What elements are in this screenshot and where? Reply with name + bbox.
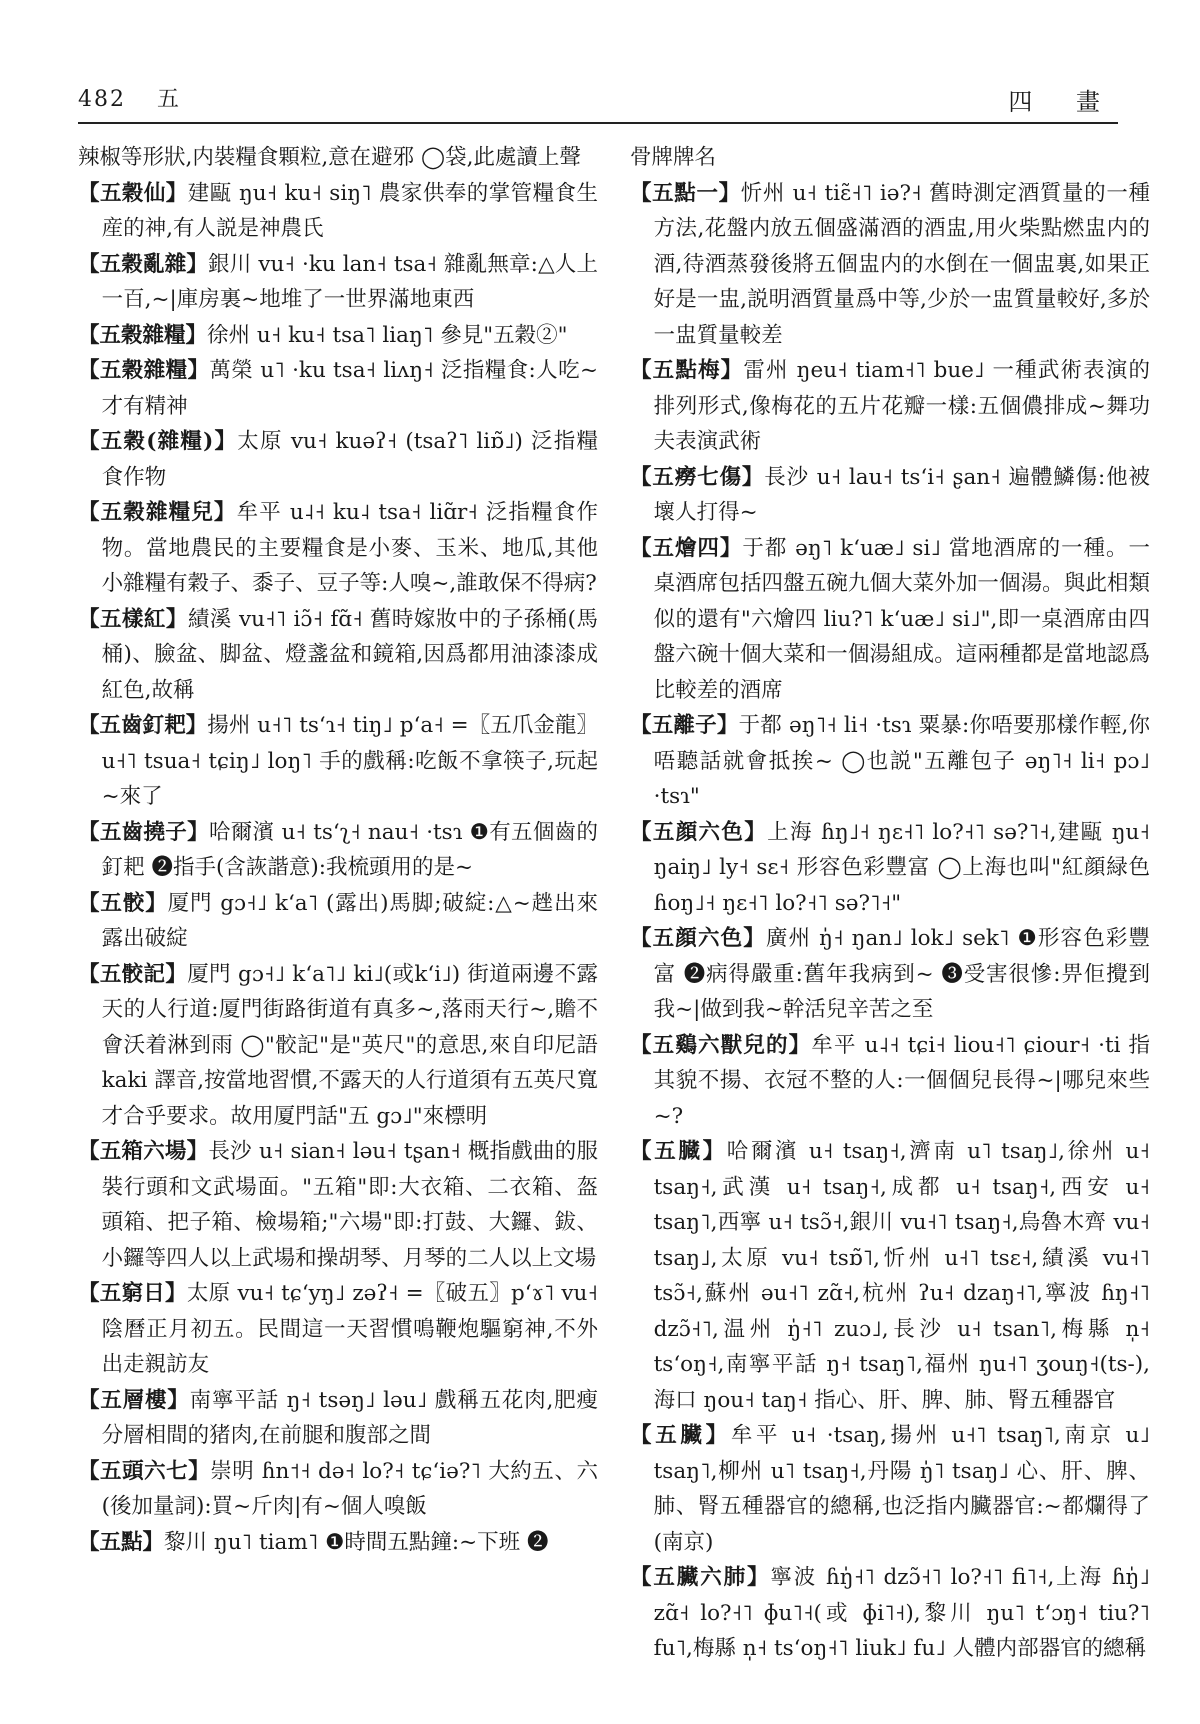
dictionary-entry: 【五窮日】太原 vu˧ tɕʻyŋ˩ zəʔ˧ =〖破五〗pʻɤ˥ vu˧ 陰曆正月初五。民間這一天習慣鳴鞭炮驅窮神,不外出走親訪友 <box>78 1281 598 1377</box>
headword: 【五穀雜糧】 <box>78 358 210 383</box>
dictionary-entry: 【五穀亂雜】銀川 vu˧ ·ku lan˧ tsa˧ 雜亂無章:△人上一百,~|庫房裏~地堆了一世界滿地東西 <box>78 251 598 312</box>
headword: 【五離子】 <box>630 713 739 738</box>
headword: 【五點】 <box>78 1529 165 1555</box>
dictionary-entry: 【五顔六色】廣州 ŋ̍˧ ŋan˩ lok˩ sek˥ ❶形容色彩豐富 ❷病得嚴重:舊年我病到~ ❸受害很慘:畀佢攪到我~|做到我~幹活兒辛苦之至 <box>630 926 1150 1022</box>
headword: 【五點梅】 <box>630 358 744 383</box>
dictionary-entry: 【五箱六場】長沙 u˧ sian˧ ləu˧ tʂan˧ 概指戲曲的服裝行頭和文武場面。"五箱"即:大衣箱、二衣箱、盔頭箱、把子箱、檢場箱;"六場"即:打鼓、大鑼、鈸、小鑼等四人以上武場和操胡琴、月琴的二人以上文場 <box>78 1139 598 1271</box>
headword: 【五骹記】 <box>78 961 188 987</box>
left-column <box>78 140 598 1700</box>
dictionary-entry: 【五點一】忻州 u˧ tiɛ̃˧˥ iə?˧ 舊時測定酒質量的一種方法,花盤内放五個盛滿酒的酒盅,用火柴點燃盅内的酒,待酒蒸發後將五個盅内的水倒在一個盅裏,如果正好是一盅,説明酒質量爲中等,少於一盅質量較好,多於一盅質量較差 <box>630 180 1150 348</box>
headword: 【五顔六色】 <box>630 819 768 845</box>
headword: 【五穀(雜糧)】 <box>78 429 238 454</box>
headword: 【五燴四】 <box>630 535 743 561</box>
headword: 【五齒撓子】 <box>78 819 209 845</box>
dictionary-entry: 【五鷄六獸兒的】牟平 u˨˧ tɕi˧ liou˧˥ ɕiour˧ ·ti 指其貌不揚、衣冠不整的人:一個個兒長得~|哪兒來些~? <box>630 1032 1150 1129</box>
headword: 【五齒釘耙】 <box>78 713 208 738</box>
section-title: 四 畫 <box>1008 88 1118 116</box>
dictionary-entry: 【五點梅】雷州 ŋeu˧ tiam˧˥ bue˩ 一種武術表演的排列形式,像梅花的五片花瓣一樣:五個儂排成~舞功夫表演武術 <box>630 358 1150 454</box>
dictionary-entry: 【五顔六色】上海 ɦŋ˩˧ ŋɛ˧˥ lo?˧˥ sə?˥˧,建甌 ŋu˧ ŋaiŋ˩ ly˧ sɛ˧ 形容色彩豐富 ◯上海也叫"紅顔緑色 ɦoŋ˩˧ ŋɛ˧˥ lo?˧˥ sə?˥˧" <box>630 819 1150 916</box>
headword: 【五顔六色】 <box>630 926 766 951</box>
dictionary-entry: 【五頭六七】崇明 ɦn˦˧ də˧ lo?˧ tɕʻiə?˥ 大約五、六(後加量詞):買~斤肉|有~個人嗅飯 <box>78 1458 598 1519</box>
headword: 【五穀雜糧兒】 <box>78 500 237 525</box>
headword: 【五頭六七】 <box>78 1458 211 1484</box>
headword: 【五穀仙】 <box>78 180 188 206</box>
dictionary-entry: 【五穀雜糧】徐州 u˧ ku˧ tsa˥ liaŋ˥ 參見"五穀②" <box>78 322 568 348</box>
dictionary-entry: 【五點】黎川 ŋu˥ tiam˥ ❶時間五點鐘:~下班 ❷ <box>78 1529 549 1555</box>
headword: 【五層樓】 <box>78 1387 190 1413</box>
dictionary-entry: 【五離子】于都 əŋ˥˧ li˧ ·tsɿ 粟暴:你唔要那樣作輕,你唔聽話就會抵挨~ ◯也説"五離包子 əŋ˥˧ li˧ pɔ˩ ·tsɿ" <box>630 713 1150 809</box>
page-header <box>78 78 1118 124</box>
dictionary-entry: 【五層樓】南寧平話 ŋ˧ tsəŋ˩ ləu˩ 戲稱五花肉,肥瘦分層相間的猪肉,在前腿和腹部之間 <box>78 1387 598 1448</box>
dictionary-entry: 【五穀仙】建甌 ŋu˧ ku˧ siŋ˥ 農家供奉的掌管糧食生産的神,有人説是神農氏 <box>78 180 598 241</box>
headword: 【五點一】 <box>630 180 741 206</box>
page-number: 482 <box>78 87 126 112</box>
headword: 【五癆七傷】 <box>630 464 765 490</box>
right-column <box>630 140 1150 1700</box>
head-character: 五 <box>157 87 182 112</box>
dictionary-entry: 【五臟】牟平 u˧ ·tsaŋ,揚州 u˧˥ tsaŋ˥,南京 u˩ tsaŋ˥,柳州 u˥ tsaŋ˧,丹陽 ŋ̍˥ tsaŋ˩ 心、肝、脾、肺、腎五種器官的總稱,也泛指内臟器官:~都爛得了(南京) <box>630 1423 1150 1555</box>
headword: 【五箱六場】 <box>78 1139 209 1164</box>
dictionary-entry: 【五齒釘耙】揚州 u˧˥ tsʻɿ˧ tiŋ˩ pʻa˧ =〖五爪金龍〗u˧˥ tsua˧ tɕiŋ˩ loŋ˥ 手的戲稱:吃飯不拿筷子,玩起~來了 <box>78 713 598 809</box>
headword: 【五臟六肺】 <box>630 1565 771 1590</box>
headword: 【五鷄六獸兒的】 <box>630 1032 812 1058</box>
entry-continuation: 骨牌牌名 <box>630 145 717 170</box>
dictionary-entry: 【五樣紅】績溪 vu˧˥ iɔ̃˧ fɑ̃˧ 舊時嫁妝中的子孫桶(馬桶)、臉盆、脚盆、燈盞盆和鏡箱,因爲都用油漆漆成紅色,故稱 <box>78 606 598 703</box>
headword: 【五骹】 <box>78 890 168 916</box>
headword: 【五窮日】 <box>78 1281 187 1306</box>
headword: 【五穀雜糧】 <box>78 322 208 348</box>
header-left <box>78 82 203 113</box>
headword: 【五穀亂雜】 <box>78 251 209 277</box>
headword: 【五臟】 <box>630 1423 731 1448</box>
dictionary-entry: 【五穀雜糧兒】牟平 u˨˧ ku˨ tsa˧ liɑ̃r˧ 泛指糧食作物。當地農民的主要糧食是小麥、玉米、地瓜,其他小雜糧有穀子、黍子、豆子等:人嗅~,誰敢保不得病? <box>78 500 598 596</box>
dictionary-entry: 【五骹記】厦門 gɔ˧˩ kʻa˥˩ ki˩(或kʻi˩) 街道兩邊不露天的人行道:厦門街路街道有真多~,落雨天行~,贍不會沃着淋到雨 ◯"骹記"是"英尺"的意思,來自印尼語 kaki 譯音,按當地習慣,不露天的人行道須有五英尺寬才合乎要求。故用厦門話"五 gɔ˩"來標明 <box>78 961 598 1129</box>
dictionary-entry: 【五癆七傷】長沙 u˧ lau˧ tsʻi˧ ʂan˧ 遍體鱗傷:他被壞人打得~ <box>630 464 1150 525</box>
dictionary-entry: 【五穀雜糧】萬榮 u˥ ·ku tsa˧ liʌŋ˧ 泛指糧食:人吃~才有精神 <box>78 358 598 419</box>
dictionary-entry: 【五齒撓子】哈爾濱 u˧ tsʻʅ˧ nau˧ ·tsɿ ❶有五個齒的釘耙 ❷指手(含詼諧意):我梳頭用的是~ <box>78 819 598 880</box>
headword: 【五樣紅】 <box>78 606 188 632</box>
entry-continuation: 辣椒等形狀,内裝糧食顆粒,意在避邪 ◯袋,此處讀上聲 <box>78 145 581 170</box>
dictionary-entry: 【五臓】哈爾濱 u˧ tsaŋ˧,濟南 u˥ tsaŋ˩,徐州 u˧ tsaŋ˧,武漢 u˧ tsaŋ˧,成都 u˧ tsaŋ˧,西安 u˧ tsaŋ˥,西寧 u˧ tsɔ̃˧,銀川 vu˧˥ tsaŋ˧,烏魯木齊 vu˧ tsaŋ˩,太原 vu˧ tsɒ̃˥,忻州 u˧˥ tsɛ˧,績溪 vu˧˥ tsɔ̃˧,蘇州 əu˧˥ zɑ̃˧,杭州 ʔu˧ dzaŋ˧˥,寧波 ɦŋ˧˥ dzɔ̃˧˥,温州 ŋ̍˧˥ zuɔ˩,長沙 u˧ tsan˥,梅縣 n̩˧ tsʻoŋ˧,南寧平話 ŋ˧ tsaŋ˥,福州 ŋu˧˥ ʒouŋ˧(ts-),海口 ŋou˧ taŋ˧ 指心、肝、脾、肺、腎五種器官 <box>630 1139 1150 1413</box>
dictionary-entry: 【五穀(雜糧)】太原 vu˧ kuəʔ˧ (tsaʔ˥ liɒ̃˩) 泛指糧食作物 <box>78 429 598 490</box>
dictionary-entry: 【五燴四】于都 əŋ˥ kʻuæ˩ si˩ 當地酒席的一種。一桌酒席包括四盤五碗九個大菜外加一個湯。與此相類似的還有"六燴四 liu?˥ kʻuæ˩ si˩",即一桌酒席由四盤六碗十個大菜和一個湯組成。這兩種都是當地認爲比較差的酒席 <box>630 535 1150 703</box>
headword: 【五臓】 <box>630 1139 727 1164</box>
dictionary-entry: 【五臟六肺】寧波 ɦŋ̍˧˥ dzɔ̃˧˥ lo?˧˥ fi˥˧,上海 ɦŋ̍˩ zɑ̃˧ lo?˧˥ ɸu˥˧(或 ɸi˥˧),黎川 ŋu˥ tʻɔŋ˧ tiu?˥ fu˥,梅縣 n̩˧ tsʻoŋ˧˥ liuk˩ fu˩ 人體内部器官的總稱 <box>630 1565 1150 1661</box>
dictionary-entry: 【五骹】厦門 gɔ˧˩ kʻa˥ (露出)馬脚;破綻:△~趖出來露出破綻 <box>78 890 598 951</box>
